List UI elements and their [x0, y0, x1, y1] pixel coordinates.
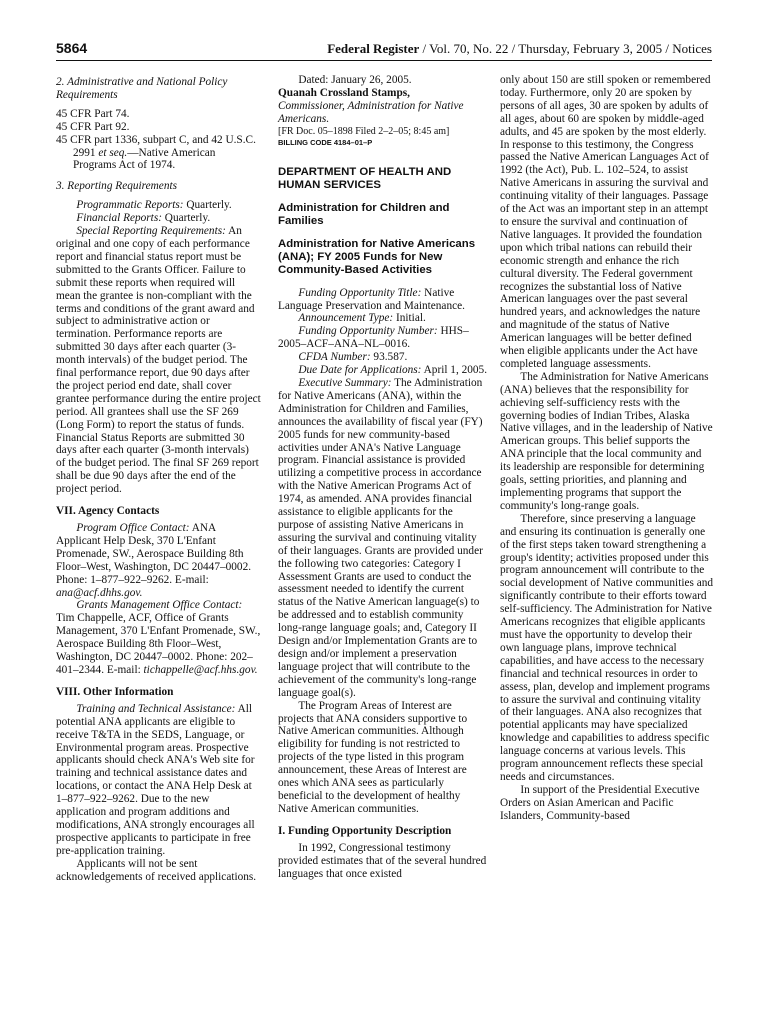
fr-doc-line: [FR Doc. 05–1898 Filed 2–2–05; 8:45 am]	[278, 125, 450, 137]
body-text: All potential ANA applicants are eligible to receive T&TA in the SEDS, Language, or Environmental program areas. Prospective applicants should check ANA's Web site for training and technical assistance dates and locations, or contact the ANA Help Desk at 1–877–922–9262. Due to the new application and program additions and modifications, ANA strongly encourages all prospective applicants to participate in free pre-application training.	[56, 702, 255, 857]
value: Quarterly.	[161, 212, 211, 225]
agency-heading: Administration for Children and Families	[278, 201, 450, 227]
running-header	[56, 40, 712, 61]
label: Programmatic Reports:	[76, 199, 184, 212]
signer-name: Quanah Crossland Stamps,	[278, 86, 410, 99]
financial-reports	[56, 212, 261, 225]
cfr-text: 45 CFR part 1336, subpart C, and 42 U.S.C. 2991	[56, 133, 256, 159]
email-link[interactable]: ana@acf.dhhs.gov.	[56, 586, 143, 599]
cfr-et-seq: et seq.	[98, 146, 128, 159]
value: April 1, 2005.	[421, 364, 488, 377]
paragraph: Therefore, since preserving a language and ensuring its continuation is generally one of the first steps taken toward strengthening a group's identity; activities proposed under this program announcement will contribute to the social development of Native communities and significantly contribute to their efforts toward self-sufficiency. The Administration for Native Americans recognizes that eligible applicants must have the opportunity to develop their own language plans, improve technical capabilities, and have access to the necessary financial and technical resources in order to assess, plan, develop and implement programs to assure the survival and continuing vitality of their languages. ANA also recognizes that potential applicants may have specialized knowledge and capabilities to address specific language concerns at various levels. This program announcement reflects these special needs and circumstances.	[500, 512, 714, 783]
body-text: An original and one copy of each performance report and financial status report must be submitted to the Grants Officer. Failure to submit these reports when required will mean the grantee is non-compliant with the terms and conditions of the grant award and subject to administrative action or termination. Performance reports are submitted 30 days after each quarter (3-month intervals) of the budget period. The final performance report, due 90 days after the project period end date, shall cover grantee performance during the entire project period. All grantees shall use the SF 269 (Long Form) to report the status of funds. Financial Status Reports are submitted 30 days after each quarter (3-month intervals) of the budget period. The final SF 269 report shall be due 90 days after the end of the project period.	[56, 225, 261, 496]
column-2	[278, 74, 488, 880]
body-text: The Administration for Native Americans (ANA), within the Administration for Children and Families, announces the availability of fiscal year (FY) 2005 funds for new community-based activities under ANA's Native Language program. Financial assistance is provided utilizing a competitive process in accordance with the Native American Programs Act of 1974, as amended. ANA provides financial assistance to eligible applicants for the purpose of assisting Native Americans in assuring the survival and continuing vitality of their languages. Grants are provided under the following two categories: Category I Assessment Grants are used to conduct the assessment needed to identify the current status of the Native American language(s) to be addressed and to establish community long-range language goals; and, Category II Design and/or Implementation Grants are to design and/or implement a preservation language project that will contribute to the achievement of the community's long-range language goal(s).	[278, 376, 483, 699]
executive-summary	[278, 377, 488, 700]
label: Financial Reports:	[76, 212, 162, 225]
due-date	[278, 364, 488, 377]
value: 93.587.	[370, 351, 408, 364]
funding-opportunity-number	[278, 325, 488, 351]
issue-details: / Vol. 70, No. 22 / Thursday, February 3, 2005 / Notices	[419, 41, 712, 56]
page-number: 5864	[56, 40, 88, 56]
label: Announcement Type:	[298, 312, 394, 325]
acknowledgement-note: Applicants will not be sent acknowledgements of received applications.	[56, 857, 257, 883]
column-1	[56, 74, 261, 883]
label: Special Reporting Requirements:	[76, 225, 226, 238]
value: Native Language Preservation and Maintenance.	[278, 286, 465, 312]
value: HHS–2005–ACF–ANA–NL–0016.	[278, 325, 469, 351]
grants-office-contact	[56, 599, 261, 676]
label: Program Office Contact:	[76, 522, 190, 534]
section-viii-heading: VIII. Other Information	[56, 685, 174, 698]
body-text: ANA Applicant Help Desk, 370 L'Enfant Promenade, SW., Aerospace Building 8th Floor–West, Washington, DC 20447–0002. Phone: 1–877–922–9262. E-mail:	[56, 522, 252, 586]
special-reporting	[56, 225, 261, 496]
signer-title: Commissioner, Administration for Native Americans.	[278, 99, 464, 125]
column-3	[500, 74, 713, 823]
notice-title: Administration for Native Americans (ANA); FY 2005 Funds for New Community-Based Activities	[278, 237, 476, 276]
section-3-title: 3. Reporting Requirements	[56, 180, 178, 193]
program-office-contact	[56, 522, 261, 599]
section-i-heading: I. Funding Opportunity Description	[278, 824, 452, 837]
paragraph: In support of the Presidential Executive Orders on Asian American and Pacific Islanders, Community-based	[500, 783, 700, 822]
email-link[interactable]: tichappelle@acf.hhs.gov.	[143, 663, 258, 676]
cfda-number	[278, 351, 488, 364]
label: CFDA Number:	[298, 351, 371, 364]
publication-name: Federal Register	[327, 41, 420, 56]
value: Quarterly.	[183, 199, 232, 212]
section-i-text: In 1992, Congressional testimony provided estimates that of the several hundred languages that once existed	[278, 841, 487, 880]
announcement-type	[278, 312, 488, 325]
cfr-item: 45 CFR Part 74.	[56, 107, 130, 120]
section-2-title: 2. Administrative and National Policy Requirements	[56, 76, 228, 101]
billing-code: BILLING CODE 4184–01–P	[278, 137, 373, 147]
section-vii-heading: VII. Agency Contacts	[56, 505, 160, 518]
programmatic-reports	[56, 199, 261, 212]
label: Due Date for Applications:	[298, 364, 422, 377]
dated-line: Dated: January 26, 2005.	[298, 74, 412, 86]
paragraph: The Administration for Native Americans (ANA) believes that the responsibility for achieving self-sufficiency rests with the governing bodies of Indian Tribes, Alaska Native villages, and in the leadership of Native American groups. This belief supports the ANA principle that the local community and its leadership are responsible for determining goals, setting priorities, and planning and implementing programs that support the community's long-range goals.	[500, 370, 713, 512]
body-text: Tim Chappelle, ACF, Office of Grants Management, 370 L'Enfant Promenade, SW., Aerospace Building 8th Floor–West, Washington, DC 20447–0002. Phone: 202–401–2344. E-mail:	[56, 612, 261, 676]
label: Executive Summary:	[298, 376, 392, 389]
areas-of-interest: The Program Areas of Interest are projects that ANA considers supportive to Native American communities. Although eligibility for funding is not restricted to projects of the type listed in this program announcement, these Areas of Interest are ones which ANA sees as particularly beneficial to the development of healthy Native American communities.	[278, 699, 468, 815]
label: Funding Opportunity Number:	[298, 325, 438, 338]
cfr-item: 45 CFR Part 92.	[56, 120, 130, 133]
training-assistance	[56, 703, 261, 858]
funding-opportunity-title	[278, 287, 488, 313]
department-heading: DEPARTMENT OF HEALTH AND HUMAN SERVICES	[278, 165, 452, 191]
label: Training and Technical Assistance:	[76, 702, 236, 715]
value: Initial.	[393, 312, 426, 325]
cfr-text: —Native American Programs Act of 1974.	[72, 146, 216, 172]
label: Grants Management Office Contact:	[76, 599, 243, 612]
paragraph: only about 150 are still spoken or remembered today. Furthermore, only 20 are spoken by persons of all ages, 30 are spoken by adults of all ages, about 60 are spoken by middle-aged adults, and 45 are spoken by the most elderly. In response to this testimony, the Congress passed the Native American Languages Act of 1992 (the Act), Pub. L. 102–524, to assist Native Americans in assuring the survival and continuing vitality of their languages. Passage of the Act was an important step in an attempt to ensure the survival and continuation of Native languages. It provided the foundation upon which tribal nations can rebuild their economic strength and enhance the rich cultural diversity. The Federal government recognizes the substantial loss of Native American languages over the past several hundred years, and acknowledges the nature and magnitude of the status of Native American languages will be better defined when eligible applicants under the Act have completed language assessments.	[500, 74, 711, 370]
cfr-item	[56, 134, 261, 173]
label: Funding Opportunity Title:	[298, 286, 422, 299]
publication-line	[327, 41, 712, 57]
